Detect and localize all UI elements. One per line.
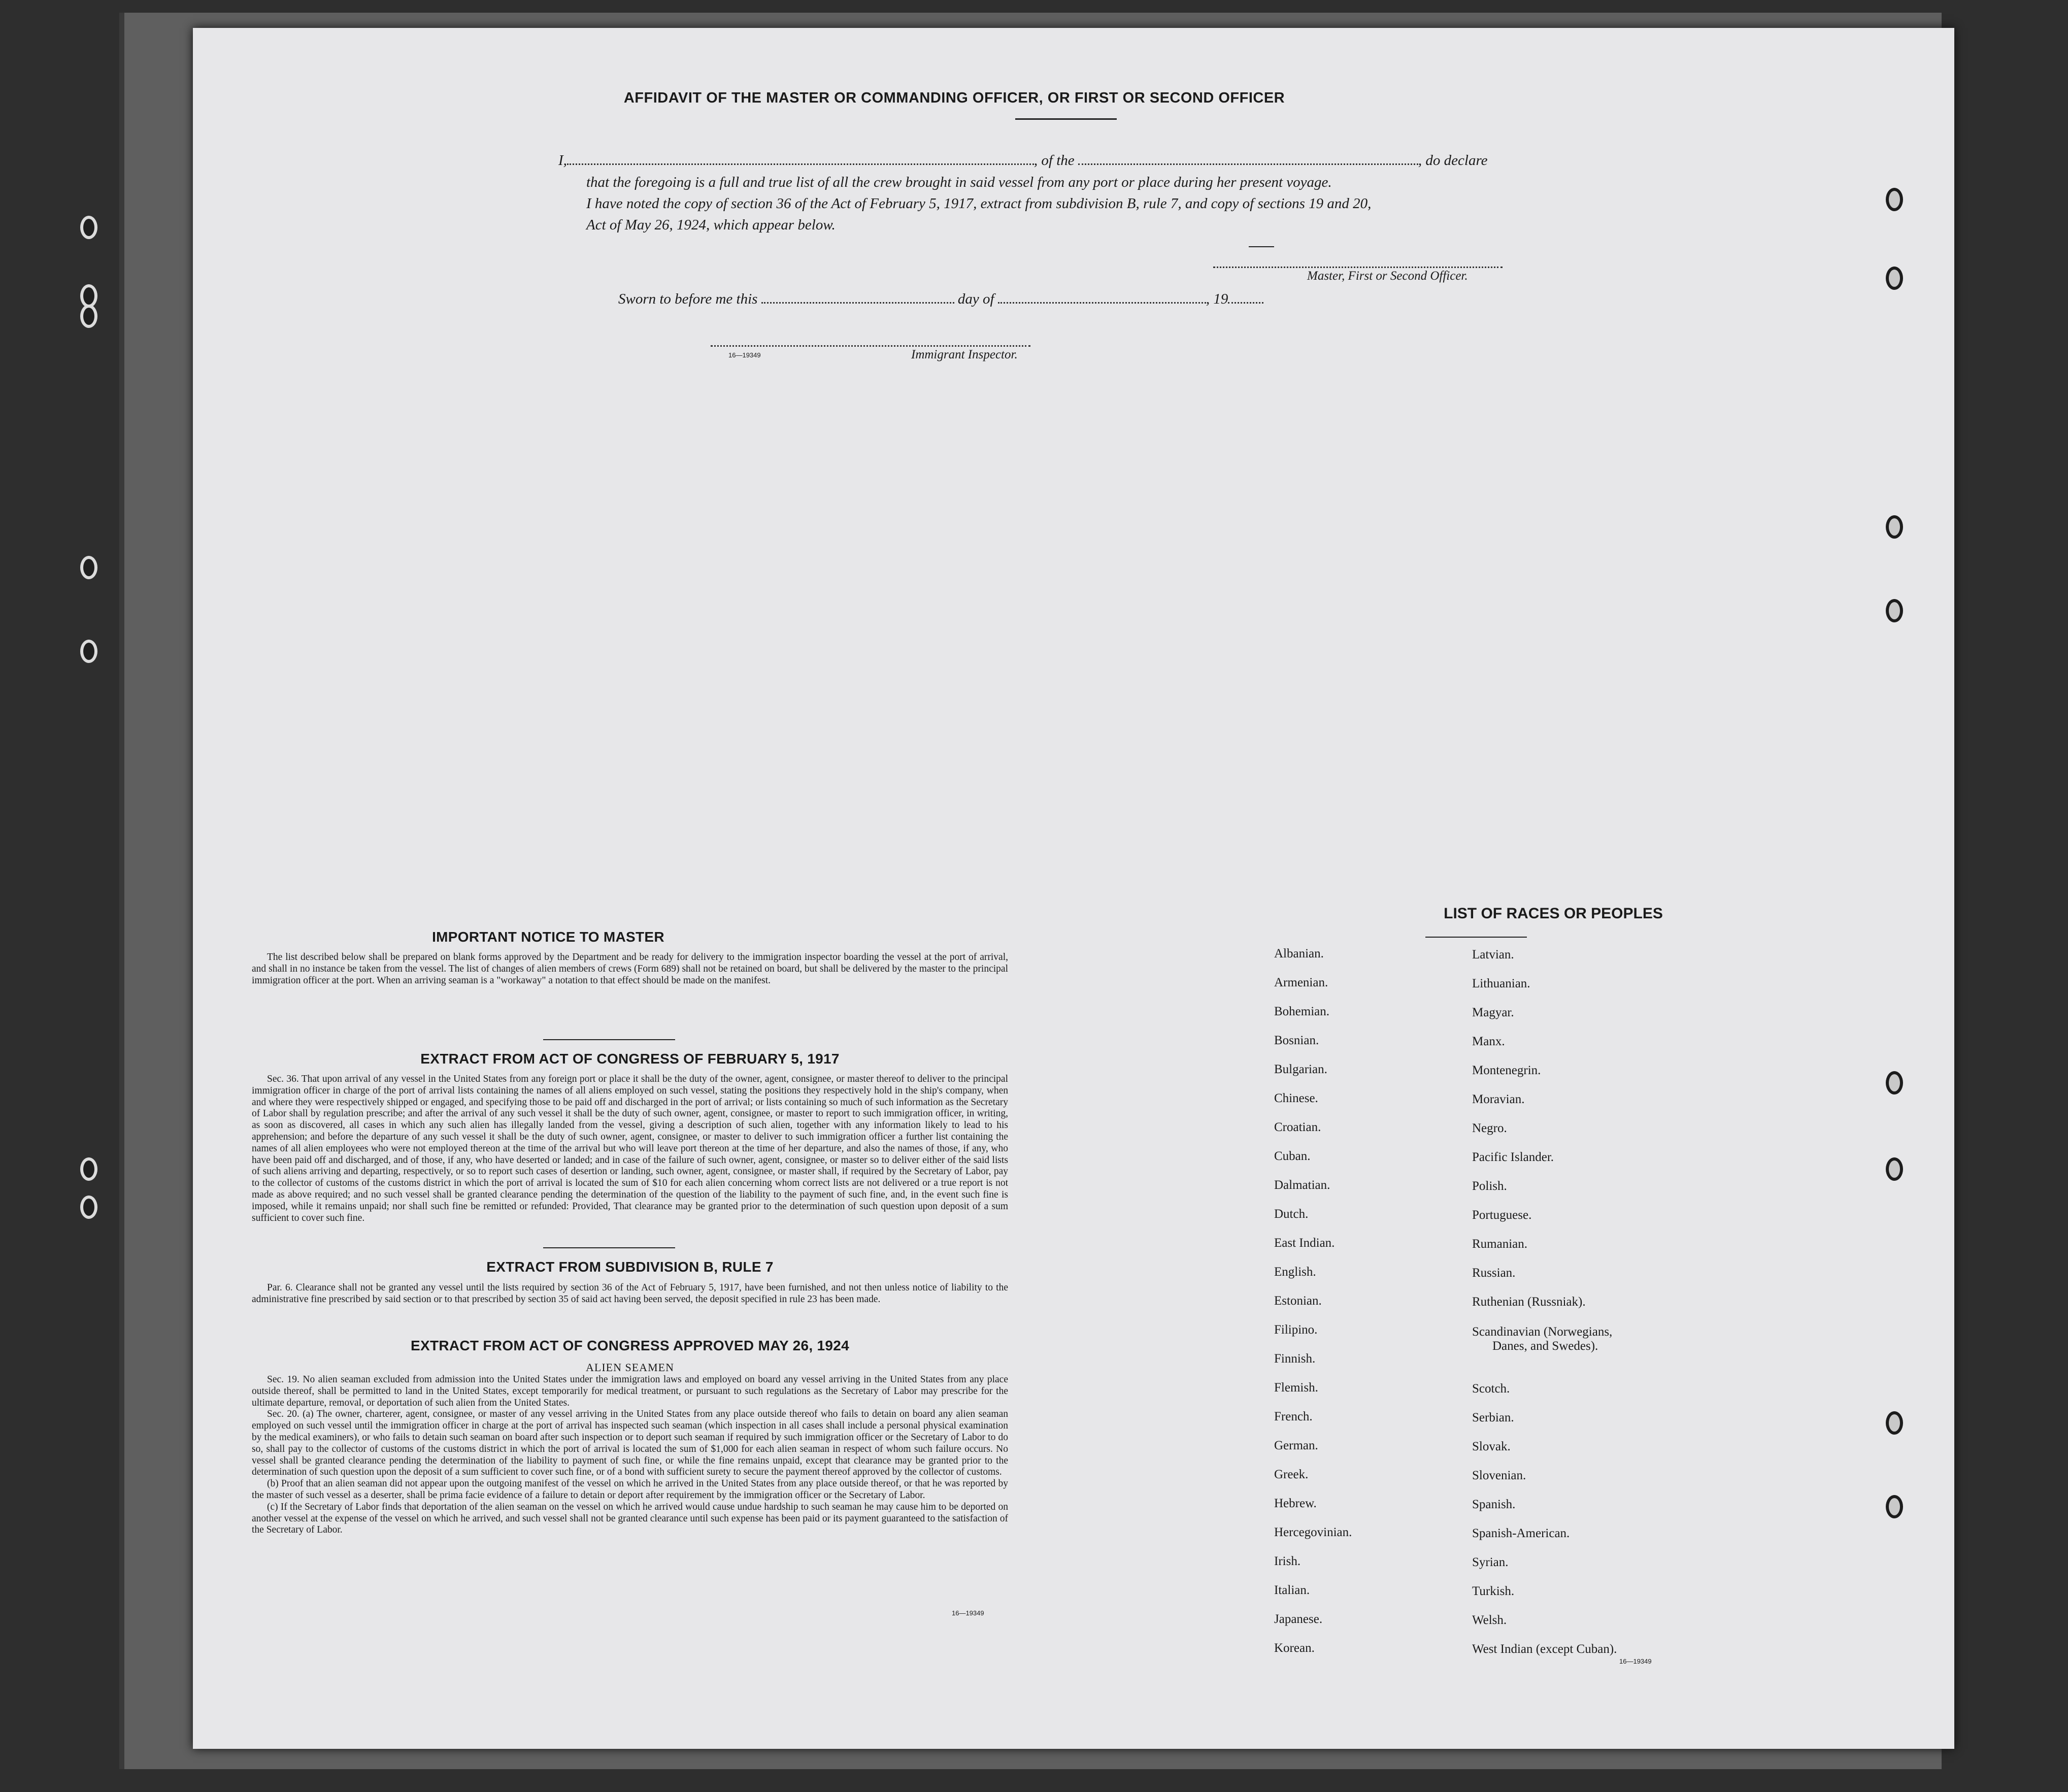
notice-title: IMPORTANT NOTICE TO MASTER: [432, 929, 664, 945]
document-page: [193, 28, 1954, 1749]
punch-hole: [1886, 599, 1903, 622]
punch-hole: [1886, 1411, 1903, 1435]
sec-20b-paragraph: (b) Proof that an alien seaman did not appear upon the outgoing manifest of the vessel on which he arrived in the United States from any place outside thereof, or that he was reported by the master of such vessel as a deserter, shall be prima facie evidence of a failure to detain or deport after requirement by the immigration officer or the Secretary of Labor.: [252, 1478, 1008, 1501]
race-item: East Indian.: [1274, 1236, 1335, 1250]
race-item: Danes, and Swedes).: [1492, 1339, 1598, 1353]
races-title-rule: [1425, 937, 1527, 938]
punch-hole: [80, 640, 97, 663]
sworn-line: [618, 291, 1263, 308]
race-item: Korean.: [1274, 1641, 1315, 1655]
vessel-name-blank: [1078, 153, 1418, 165]
race-item: Ruthenian (Russniak).: [1472, 1295, 1586, 1309]
race-item: Armenian.: [1274, 976, 1328, 989]
race-item: Turkish.: [1472, 1584, 1515, 1598]
race-item: Finnish.: [1274, 1352, 1316, 1366]
race-item: Slovak.: [1472, 1440, 1511, 1453]
race-item: Filipino.: [1274, 1323, 1318, 1337]
extract-1917-title: EXTRACT FROM ACT OF CONGRESS OF FEBRUARY 5, 1917: [420, 1051, 840, 1067]
declaration-line-1: [558, 152, 1488, 169]
race-item: Welsh.: [1472, 1613, 1507, 1627]
divider: [543, 1247, 675, 1248]
punch-hole: [1886, 1071, 1903, 1094]
punch-hole: [1886, 1157, 1903, 1181]
race-item: Polish.: [1472, 1179, 1507, 1193]
race-item: Scandinavian (Norwegians,: [1472, 1325, 1613, 1339]
race-item: Manx.: [1472, 1035, 1505, 1048]
race-item: Spanish.: [1472, 1498, 1516, 1511]
punch-hole: [80, 1196, 97, 1219]
declare-of: , of the: [1033, 152, 1075, 169]
race-item: German.: [1274, 1439, 1318, 1452]
sec-20a-paragraph: Sec. 20. (a) The owner, charterer, agent, consignee, or master of any vessel arriving in the United States from any place outside thereof who fails to detain on board any alien seaman employed on such vessel until the immigration officer in charge at the port of arrival has inspected such seaman (which inspection in all cases shall include a personal physical examination by the medical examiners), or who fails to detain such seaman on board after such inspection or to deport such seaman if required by such immigration officer or the Secretary of Labor to do so, shall pay to the collector of customs of the customs district in which the port of arrival is located the sum of $1,000 for each alien seaman in respect of whom such failure occurs. No vessel shall be granted clearance pending the determination of the liability to payment of such fine, or while the fine remains unpaid, except that clearance may be granted prior to the determination of such question upon the deposit of a sum sufficient to cover such fine, or of a bond with sufficient surety to secure the payment thereof approved by the collector of customs.: [252, 1409, 1008, 1478]
race-item: Dutch.: [1274, 1207, 1309, 1221]
race-item: Croatian.: [1274, 1120, 1321, 1134]
race-item: Scotch.: [1472, 1382, 1510, 1396]
notice-form-code: 16—19349: [952, 1609, 984, 1617]
par-6-paragraph: Par. 6. Clearance shall not be granted any vessel until the lists required by section 36 of the Act of February 5, 1917, have been furnished, and not then unless notice of liability to the administrative fine prescribed by said section or to that prescribed by section 35 of said act having been served, the deposit specified in rule 23 has been made.: [252, 1282, 1008, 1305]
affidavit-form-code: 16—19349: [728, 351, 761, 359]
race-item: Estonian.: [1274, 1294, 1322, 1308]
race-item: Portuguese.: [1472, 1208, 1532, 1222]
race-item: Flemish.: [1274, 1381, 1318, 1395]
race-item: Japanese.: [1274, 1612, 1323, 1626]
sec-19-paragraph: Sec. 19. No alien seaman excluded from admission into the United States under the immigration laws and employed on board any vessel arriving in the United States from any place outside thereof, shall be permitted to land in the United States, except temporarily for medical treatment, or pursuant to such regulations as the Secretary of Labor may prescribe for the ultimate departure, removal, or deportation of such alien from the United States.: [252, 1374, 1008, 1408]
short-rule: [1249, 246, 1274, 247]
race-item: Latvian.: [1472, 948, 1514, 961]
race-item: Montenegrin.: [1472, 1064, 1541, 1077]
race-item: Italian.: [1274, 1583, 1310, 1597]
punch-hole: [1886, 1495, 1903, 1518]
race-item: Syrian.: [1472, 1555, 1509, 1569]
affidavit-title: AFFIDAVIT OF THE MASTER OR COMMANDING OFFICER, OR FIRST OR SECOND OFFICER: [623, 90, 1285, 106]
punch-hole: [1886, 267, 1903, 290]
punch-hole: [80, 556, 97, 579]
punch-hole: [80, 305, 97, 328]
race-item: Magyar.: [1472, 1006, 1514, 1019]
race-item: Irish.: [1274, 1554, 1301, 1568]
punch-hole: [80, 1157, 97, 1181]
race-item: Spanish-American.: [1472, 1526, 1570, 1540]
declare-end: , do declare: [1418, 152, 1488, 169]
extract-1924-text: [252, 1374, 1008, 1536]
subdivision-b-title: EXTRACT FROM SUBDIVISION B, RULE 7: [486, 1259, 774, 1275]
races-title: LIST OF RACES OR PEOPLES: [1444, 905, 1663, 922]
races-form-code: 16—19349: [1619, 1657, 1652, 1665]
declare-i: I,: [558, 152, 567, 169]
sec-36-paragraph: Sec. 36. That upon arrival of any vessel in the United States from any foreign port or place it shall be the duty of the owner, agent, consignee, or master thereof to deliver to the principal immigration officer in charge of the port of arrival lists containing the names of all aliens employed on such vessel, stating the positions they respectively hold in the ship's company, when and where they were respectively shipped or engaged, and specifying those to be paid off and discharged in the port of arrival; or lists containing so much of such information as the Secretary of Labor shall by regulation prescribe; and after the arrival of any such vessel it shall be the duty of such owner, agent, consignee, or master to report to such immigration officer, in writing, as soon as discovered, all cases in which any such alien has illegally landed from the vessel, giving a description of such alien, together with any information likely to lead to his apprehension; and before the departure of any such vessel it shall be the duty of such owner, agent, consignee, or master to deliver to such immigration officer a further list containing the names of all alien employees who were not employed thereon at the time of the arrival but who will leave port thereon at the time of her departure, and also the names of those, if any, who have been paid off and discharged, and of those, if any, who have deserted or landed; and in case of the failure of such owner, agent, consignee, or master so to deliver either of the said lists of such aliens arriving and departing, respectively, or so to report such cases of desertion or landing, such owner, agent, consignee, or master shall, if required by the Secretary of Labor, pay to the collector of customs of the customs district in which the port of arrival is located the sum of $10 for each alien concerning whom correct lists are not delivered or a true report is not made as above required; and no such vessel shall be granted clearance pending the determination of the question of the liability to the payment of such fine, and, in the event such fine is imposed, while it remains unpaid; nor shall such fine be remitted or refunded: Provided, That clearance may be granted prior to the determination of such question upon deposit of a sum sufficient to cover such fine.: [252, 1074, 1008, 1223]
race-item: French.: [1274, 1410, 1313, 1423]
race-item: Greek.: [1274, 1468, 1309, 1481]
race-item: Bulgarian.: [1274, 1063, 1327, 1076]
race-item: Rumanian.: [1472, 1237, 1528, 1251]
sworn-label: Sworn to before me this: [618, 291, 758, 307]
subdivision-b-text: [252, 1282, 1008, 1306]
race-item: Dalmatian.: [1274, 1178, 1330, 1192]
notice-text: [252, 952, 1008, 986]
sworn-month-blank: [998, 292, 1206, 304]
inspector-signature-line: [711, 345, 1030, 347]
race-item: Lithuanian.: [1472, 977, 1530, 990]
declaration-line-4: Act of May 26, 1924, which appear below.: [586, 217, 836, 233]
master-signature-line: [1213, 267, 1503, 268]
master-name-blank: [567, 153, 1034, 165]
title-rule: [1015, 118, 1117, 120]
punch-hole: [1886, 188, 1903, 211]
race-item: Hercegovinian.: [1274, 1525, 1352, 1539]
race-item: Bohemian.: [1274, 1005, 1330, 1018]
day-of-label: day of: [957, 291, 994, 307]
declaration-line-2: that the foregoing is a full and true list of all the crew brought in said vessel from any port or place during her present voyage.: [586, 174, 1332, 190]
sec-20c-paragraph: (c) If the Secretary of Labor finds that deportation of the alien seaman on the vessel on which he arrived would cause undue hardship to such seaman he may cause him to be deported on another vessel at the expense of the vessel on which he arrived, and such vessel shall not be granted clearance until such expense has been paid or its payment guaranteed to the satisfaction of the Secretary of Labor.: [252, 1501, 1008, 1536]
divider: [543, 1039, 675, 1040]
year-label: , 19: [1206, 291, 1228, 307]
sworn-day-blank: [761, 292, 954, 304]
punch-hole: [1886, 515, 1903, 539]
inspector-label: Immigrant Inspector.: [911, 348, 1018, 361]
punch-hole: [80, 216, 97, 239]
extract-1917-text: [252, 1074, 1008, 1224]
race-item: Bosnian.: [1274, 1034, 1319, 1047]
race-item: Albanian.: [1274, 947, 1324, 960]
race-item: English.: [1274, 1265, 1316, 1279]
extract-1924-title: EXTRACT FROM ACT OF CONGRESS APPROVED MAY 26, 1924: [411, 1338, 849, 1353]
race-item: West Indian (except Cuban).: [1472, 1642, 1617, 1656]
race-item: Chinese.: [1274, 1091, 1318, 1105]
race-item: Moravian.: [1472, 1092, 1525, 1106]
race-item: Hebrew.: [1274, 1497, 1317, 1510]
race-item: Cuban.: [1274, 1149, 1311, 1163]
race-item: Slovenian.: [1472, 1469, 1526, 1482]
race-item: Russian.: [1472, 1266, 1516, 1280]
race-item: Pacific Islander.: [1472, 1150, 1554, 1164]
race-item: Serbian.: [1472, 1411, 1514, 1424]
sworn-year-blank: [1228, 292, 1263, 304]
master-signature-label: Master, First or Second Officer.: [1307, 269, 1468, 283]
notice-paragraph: The list described below shall be prepared on blank forms approved by the Department and be ready for delivery to the immigration inspector boarding the vessel at the port of arrival, and shall in no instance be taken from the vessel. The list of changes of alien members of crews (Form 689) shall not be retained on board, but shall be delivered by the master to the principal immigration officer at the port. When an arriving seaman is a "workaway" a notation to that effect should be made on the manifest.: [252, 952, 1008, 986]
declaration-line-3: I have noted the copy of section 36 of the Act of February 5, 1917, extract from subdivision B, rule 7, and copy of sections 19 and 20,: [586, 195, 1372, 212]
race-item: Negro.: [1472, 1121, 1507, 1135]
alien-seamen-subtitle: ALIEN SEAMEN: [586, 1361, 674, 1374]
